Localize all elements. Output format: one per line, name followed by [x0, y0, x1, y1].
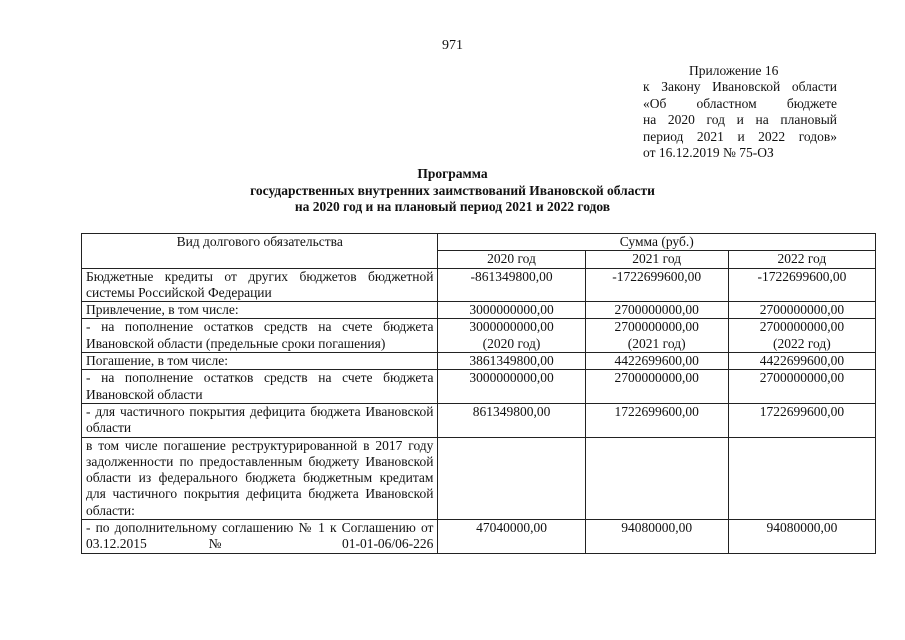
- table-row: [82, 268, 876, 302]
- row-note: (2020 год): [482, 335, 541, 351]
- appendix-line-3: «Об областном бюджете: [643, 95, 837, 111]
- row-value: 4422699600,00: [728, 353, 875, 370]
- row-value: [585, 437, 728, 519]
- header-year: 2020 год: [438, 251, 585, 268]
- row-value: 94080000,00: [585, 520, 728, 554]
- row-label: в том числе погашение реструктурированной в 2017 году задолженности по предоставленным бюджету Ивановской области из федерального бюджета бюджетным кредитам для частичного покрытия дефицита бюджета Ивановской области:: [82, 437, 438, 519]
- table-header-row: [82, 234, 876, 251]
- row-value-cell: [728, 319, 875, 353]
- table-row: [82, 353, 876, 370]
- document-title: [0, 166, 905, 216]
- row-value: 2700000000,00: [728, 302, 875, 319]
- table-row: [82, 319, 876, 353]
- row-value: -861349800,00: [438, 268, 585, 302]
- row-value: 2700000000,00: [728, 370, 875, 404]
- title-line-1: Программа: [417, 166, 488, 181]
- row-value: -1722699600,00: [728, 268, 875, 302]
- page-number: 971: [442, 38, 463, 53]
- table-row: [82, 370, 876, 404]
- table-row: [82, 437, 876, 519]
- borrowing-program-table: [81, 233, 876, 554]
- appendix-line-1: Приложение 16: [689, 63, 779, 78]
- header-year: 2022 год: [728, 251, 875, 268]
- appendix-line-4: на 2020 год и на плановый: [643, 112, 837, 128]
- row-value: 2700000000,00: [614, 319, 699, 335]
- row-value: 861349800,00: [438, 403, 585, 437]
- row-value-cell: [585, 319, 728, 353]
- row-value: 2700000000,00: [585, 302, 728, 319]
- table-row: [82, 403, 876, 437]
- row-label: - для частичного покрытия дефицита бюджета Ивановской области: [82, 403, 438, 437]
- row-note: (2021 год): [627, 335, 686, 351]
- row-label: - на пополнение остатков средств на счете бюджета Ивановской области: [82, 370, 438, 404]
- appendix-line-6: от 16.12.2019 № 75-ОЗ: [643, 145, 774, 161]
- table-row: [82, 302, 876, 319]
- row-value: 2700000000,00: [759, 319, 845, 335]
- header-year: 2021 год: [585, 251, 728, 268]
- table-row: [82, 520, 876, 554]
- row-value-cell: [438, 319, 585, 353]
- row-value: 3000000000,00: [438, 302, 585, 319]
- header-sum: Сумма (руб.): [438, 234, 876, 251]
- row-value: 94080000,00: [728, 520, 875, 554]
- row-value: 1722699600,00: [585, 403, 728, 437]
- appendix-block: [643, 63, 837, 161]
- row-value: 3000000000,00: [438, 370, 585, 404]
- row-label: Привлечение, в том числе:: [82, 302, 438, 319]
- row-value: 47040000,00: [438, 520, 585, 554]
- row-value: [728, 437, 875, 519]
- title-line-3: на 2020 год и на плановый период 2021 и 2022 годов: [294, 199, 611, 214]
- row-label: - на пополнение остатков средств на счете бюджета Ивановской области (предельные сроки погашения): [82, 319, 438, 353]
- row-value: 3000000000,00: [469, 319, 554, 335]
- row-note: (2022 год): [772, 335, 831, 351]
- title-line-2: государственных внутренних заимствований Ивановской области: [250, 182, 655, 198]
- row-value: -1722699600,00: [585, 268, 728, 302]
- appendix-line-2: к Закону Ивановской области: [643, 79, 837, 95]
- row-label: Бюджетные кредиты от других бюджетов бюджетной системы Российской Федерации: [82, 268, 438, 302]
- row-value: 1722699600,00: [728, 403, 875, 437]
- row-label: Погашение, в том числе:: [82, 353, 438, 370]
- header-debt-type: Вид долгового обязательства: [82, 234, 438, 269]
- row-value: 4422699600,00: [585, 353, 728, 370]
- row-value: 3861349800,00: [438, 353, 585, 370]
- row-label: - по дополнительному соглашению № 1 к Соглашению от 03.12.2015 № 01-01-06/06-226: [82, 520, 438, 554]
- row-value: [438, 437, 585, 519]
- appendix-line-5: период 2021 и 2022 годов»: [643, 128, 837, 144]
- row-value: 2700000000,00: [585, 370, 728, 404]
